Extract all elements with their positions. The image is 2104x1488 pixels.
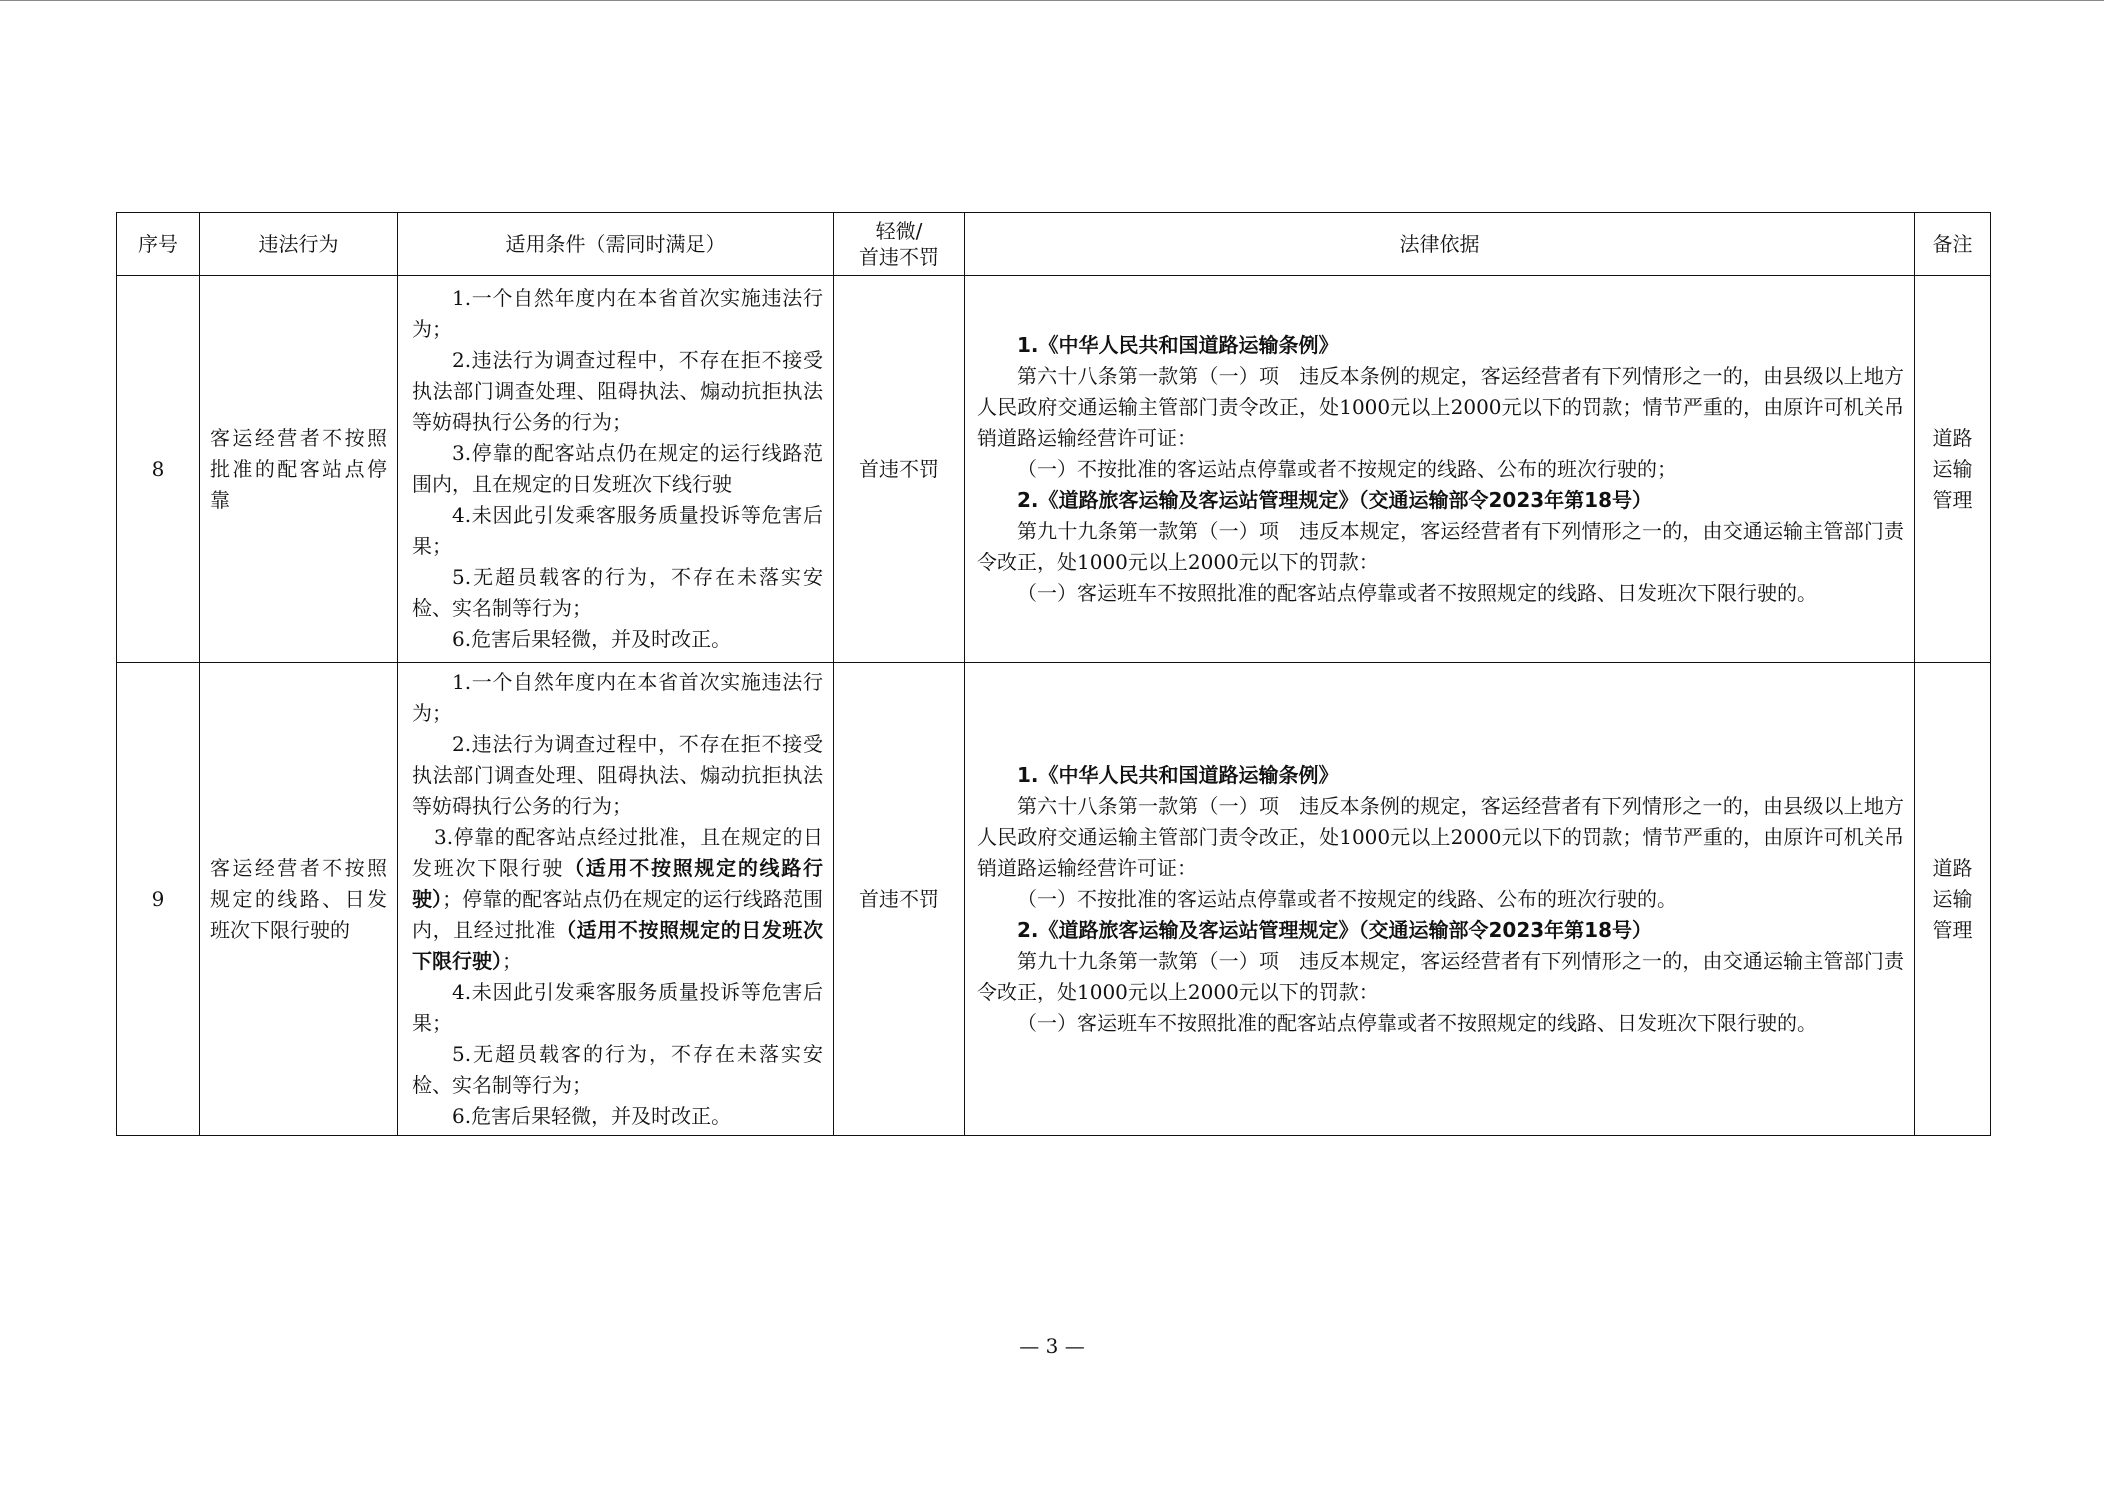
- header-penalty-line2: 首违不罚: [859, 245, 939, 269]
- header-legal-basis: 法律依据: [965, 213, 1915, 276]
- page-top-border: [0, 0, 2104, 1]
- row-legal-basis: [965, 663, 1915, 1136]
- law-title: 1.《中华人民共和国道路运输条例》: [1017, 762, 1339, 787]
- header-penalty-line1: 轻微/: [875, 219, 923, 243]
- law-item: （一）不按批准的客运站点停靠或者不按规定的线路、公布的班次行驶的。: [1017, 886, 1677, 911]
- row-conditions: [398, 276, 834, 663]
- law-item: （一）不按批准的客运站点停靠或者不按规定的线路、公布的班次行驶的；: [1017, 456, 1677, 481]
- row-penalty: 首违不罚: [834, 663, 965, 1136]
- row-remark: 道路运输管理: [1915, 663, 1991, 1136]
- law-text: 第九十九条第一款第（一）项 违反本规定，客运经营者有下列情形之一的，由交通运输主管部门责令改正，处1000元以上2000元以下的罚款：: [977, 518, 1904, 574]
- condition-item: 3.停靠的配客站点仍在规定的运行线路范围内，且在规定的日发班次下线行驶: [412, 441, 823, 496]
- condition-item: [412, 822, 823, 977]
- law-title: 2.《道路旅客运输及客运站管理规定》（交通运输部令2023年第18号）: [1017, 917, 1653, 942]
- table-header-row: [117, 213, 1991, 276]
- condition-emphasis: （适用不按照规定的日发班次下限行驶）: [412, 917, 824, 973]
- condition-item: 2.违法行为调查过程中，不存在拒不接受执法部门调查处理、阻碍执法、煽动抗拒执法等妨碍执行公务的行为；: [412, 731, 823, 818]
- condition-item: 2.违法行为调查过程中，不存在拒不接受执法部门调查处理、阻碍执法、煽动抗拒执法等妨碍执行公务的行为；: [412, 348, 823, 434]
- law-item: （一）客运班车不按照批准的配客站点停靠或者不按照规定的线路、日发班次下限行驶的。: [1017, 580, 1817, 605]
- law-text: 第六十八条第一款第（一）项 违反本条例的规定，客运经营者有下列情形之一的，由县级以上地方人民政府交通运输主管部门责令改正，处1000元以上2000元以下的罚款；情节严重的，由原许可机关吊销道路运输经营许可证：: [977, 793, 1904, 880]
- condition-item: 5.无超员载客的行为，不存在未落实安检、实名制等行为；: [412, 565, 823, 620]
- row-violation: 客运经营者不按照批准的配客站点停靠: [200, 276, 398, 663]
- header-seq: 序号: [117, 213, 200, 276]
- header-conditions: 适用条件（需同时满足）: [398, 213, 834, 276]
- condition-item: 1.一个自然年度内在本省首次实施违法行为；: [412, 286, 823, 341]
- law-title: 2.《道路旅客运输及客运站管理规定》（交通运输部令2023年第18号）: [1017, 487, 1653, 512]
- condition-item: 6.危害后果轻微，并及时改正。: [452, 627, 732, 651]
- law-text: 第九十九条第一款第（一）项 违反本规定，客运经营者有下列情形之一的，由交通运输主管部门责令改正，处1000元以上2000元以下的罚款：: [977, 948, 1904, 1004]
- condition-text: ；停靠的配客站点仍在规定的运行线路范围内，且经过批准: [412, 886, 824, 942]
- row-penalty: 首违不罚: [834, 276, 965, 663]
- condition-item: 4.未因此引发乘客服务质量投诉等危害后果；: [412, 503, 823, 558]
- table-row: [117, 276, 1991, 663]
- condition-item: 4.未因此引发乘客服务质量投诉等危害后果；: [412, 979, 823, 1035]
- condition-text: 3.停靠的配客站点经过批准，且在规定的日发班次下限行驶: [412, 824, 823, 880]
- row-seq: 9: [117, 663, 200, 1136]
- law-title: 1.《中华人民共和国道路运输条例》: [1017, 332, 1339, 357]
- header-violation: 违法行为: [200, 213, 398, 276]
- header-penalty: [834, 213, 965, 276]
- condition-text: ；: [502, 948, 522, 973]
- header-remark: 备注: [1915, 213, 1991, 276]
- row-conditions: [398, 663, 834, 1136]
- row-seq: 8: [117, 276, 200, 663]
- law-text: 第六十八条第一款第（一）项 违反本条例的规定，客运经营者有下列情形之一的，由县级以上地方人民政府交通运输主管部门责令改正，处1000元以上2000元以下的罚款；情节严重的，由原许可机关吊销道路运输经营许可证：: [977, 363, 1904, 450]
- row-legal-basis: [965, 276, 1915, 663]
- condition-emphasis: （适用不按照规定的线路行驶）: [412, 855, 824, 911]
- row-violation: 客运经营者不按照规定的线路、日发班次下限行驶的: [200, 663, 398, 1136]
- condition-item: 5.无超员载客的行为，不存在未落实安检、实名制等行为；: [412, 1041, 823, 1097]
- regulation-table: [116, 212, 1991, 1136]
- condition-item: 6.危害后果轻微，并及时改正。: [452, 1103, 732, 1128]
- law-item: （一）客运班车不按照批准的配客站点停靠或者不按照规定的线路、日发班次下限行驶的。: [1017, 1010, 1817, 1035]
- row-remark: 道路运输管理: [1915, 276, 1991, 663]
- condition-item: 1.一个自然年度内在本省首次实施违法行为；: [412, 669, 823, 725]
- page-number: — 3 —: [1019, 1334, 1085, 1358]
- table-row: [117, 663, 1991, 1136]
